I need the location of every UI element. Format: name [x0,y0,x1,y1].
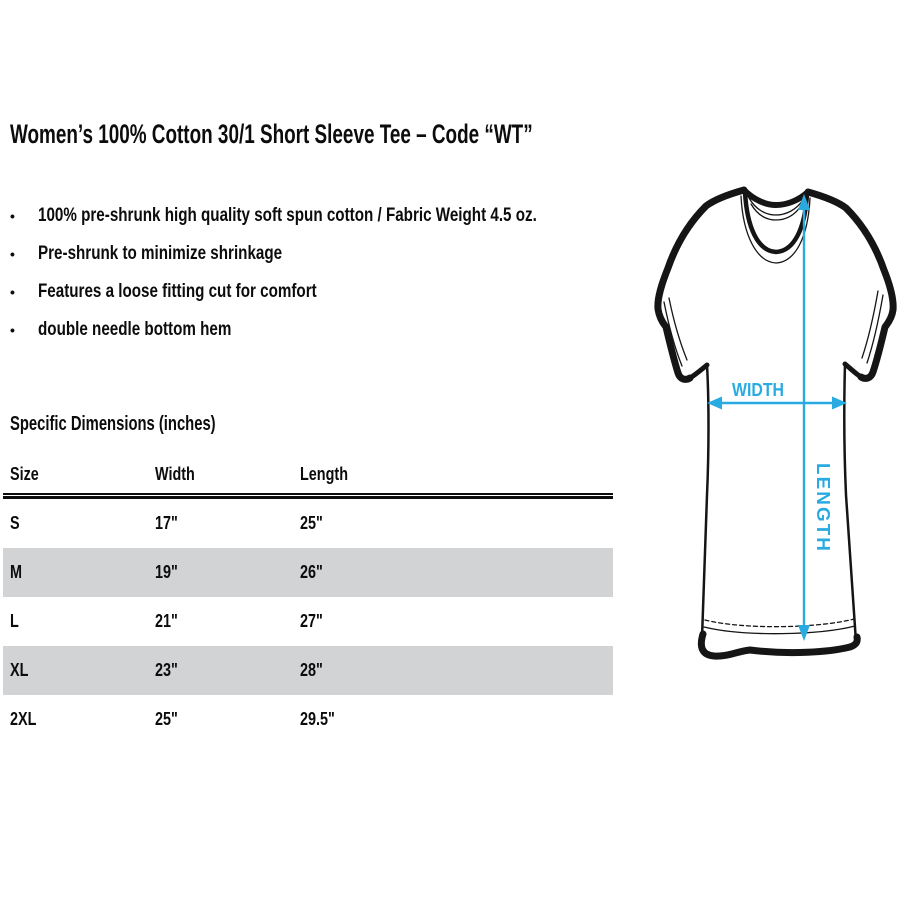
length-value: 28" [300,660,323,680]
length-value: 25" [300,513,323,533]
length-value: 27" [300,611,323,631]
size-value: S [10,513,20,533]
size-value: 2XL [10,709,37,729]
width-value: 19" [155,562,178,582]
feature-item [10,273,610,311]
table-row-l [3,597,613,646]
dimensions-heading [10,412,288,436]
table-row-xl [3,646,613,695]
size-value: L [10,611,19,631]
feature-item [10,235,610,273]
page-title-text: Women’s 100% Cotton 30/1 Short Sleeve Tee – Code “WT” [10,119,533,149]
size-value: XL [10,660,29,680]
bullet-icon: • [10,284,15,300]
table-row-s [3,499,613,548]
column-header-width: Width [155,463,195,484]
feature-item [10,197,610,235]
page-title [10,119,757,150]
width-value: 23" [155,660,178,680]
bullet-icon: • [10,322,15,338]
width-label: WIDTH [732,380,784,400]
feature-text: Pre-shrunk to minimize shrinkage [38,243,283,264]
bullet-icon: • [10,208,15,224]
length-value: 29.5" [300,709,335,729]
size-value: M [10,562,22,582]
table-row-2xl [3,695,613,744]
feature-item [10,311,610,349]
bullet-icon: • [10,246,15,262]
size-table [3,455,613,744]
column-header-length: Length [300,463,348,484]
width-value: 25" [155,709,178,729]
table-header-row [3,455,613,493]
feature-text: double needle bottom hem [38,319,232,340]
table-row-m [3,548,613,597]
feature-text: 100% pre-shrunk high quality soft spun cotton / Fabric Weight 4.5 oz. [38,205,537,226]
dimensions-heading-text: Specific Dimensions (inches) [10,413,216,435]
length-label: LENGTH [813,463,833,549]
column-header-size: Size [10,463,39,484]
length-value: 26" [300,562,323,582]
feature-list [10,197,610,349]
width-value: 17" [155,513,178,533]
width-value: 21" [155,611,178,631]
feature-text: Features a loose fitting cut for comfort [38,281,317,302]
tshirt-silhouette [658,190,893,656]
tshirt-diagram [630,150,900,690]
